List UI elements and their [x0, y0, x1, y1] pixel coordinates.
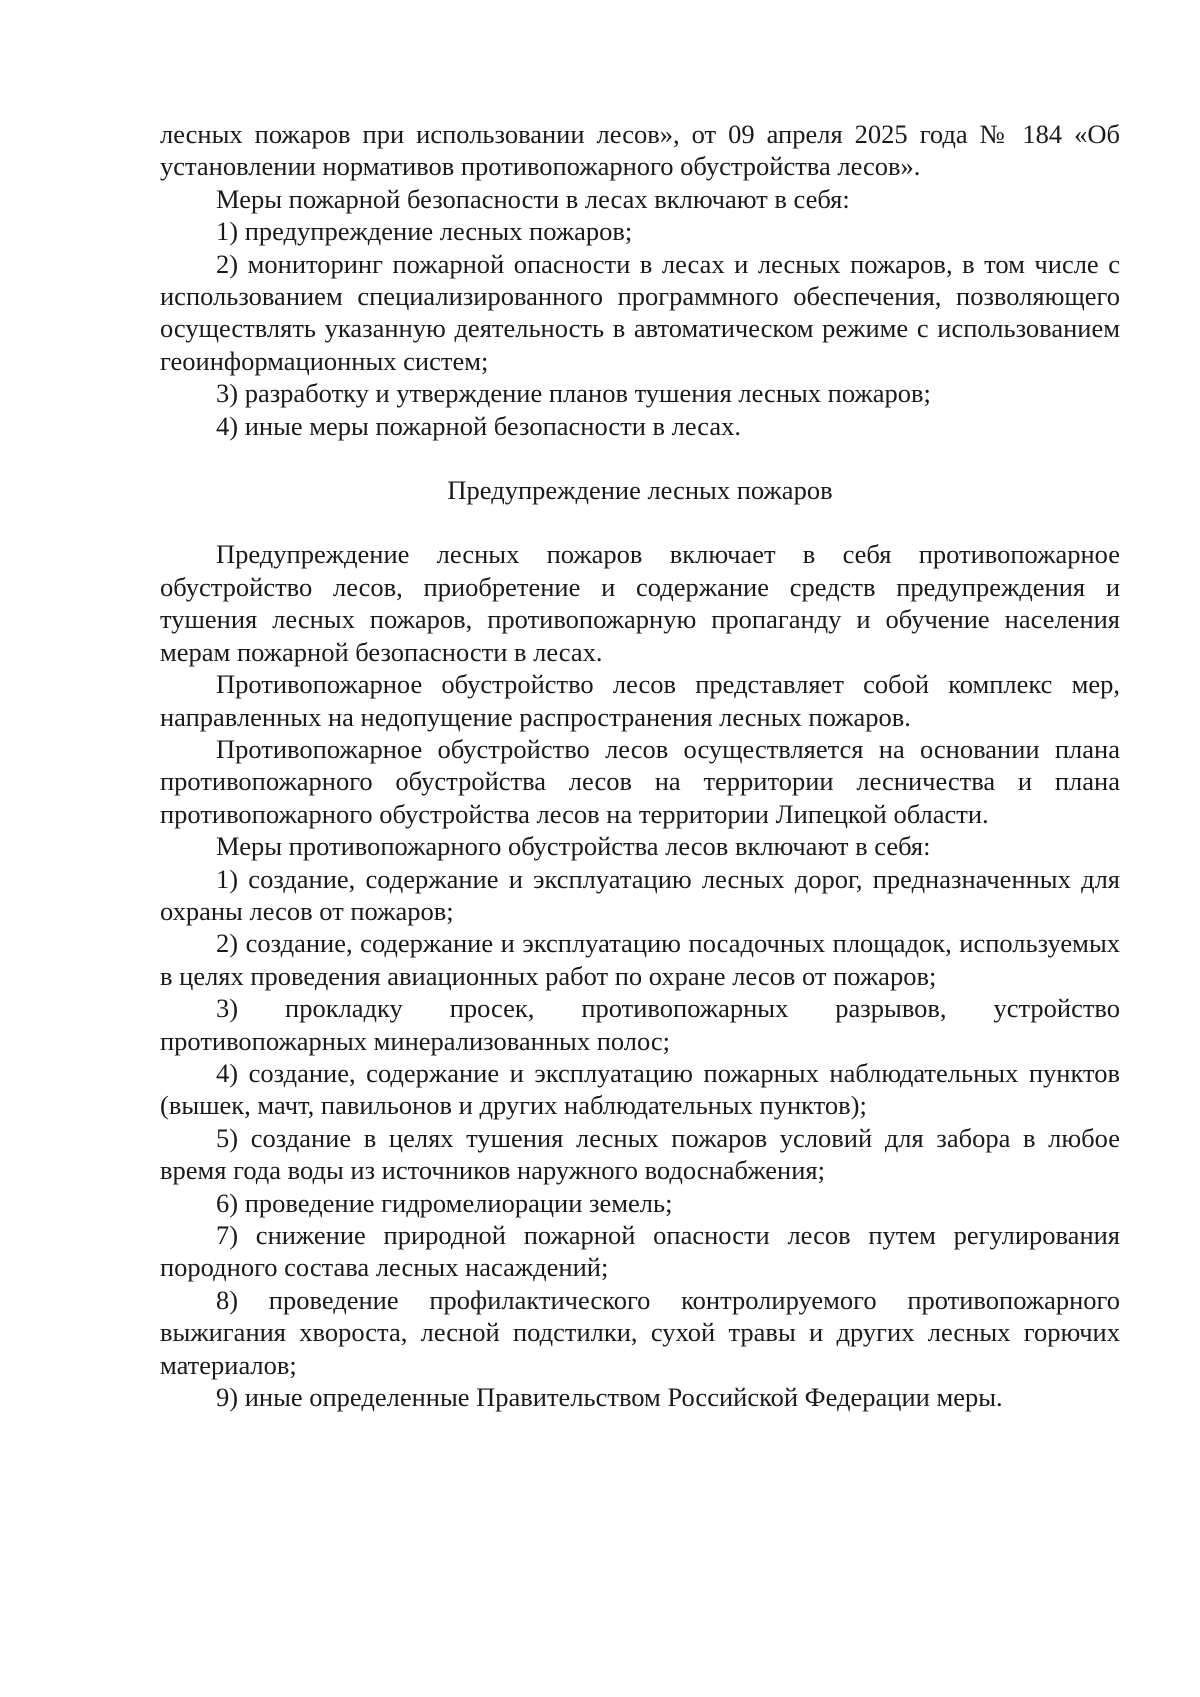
arrangement-item: 2) создание, содержание и эксплуатацию посадочных площадок, используемых в целях проведения авиационных работ по охране лесов от пожаров; — [160, 928, 1120, 991]
measure-item: 2) мониторинг пожарной опасности в лесах и лесных пожаров, в том числе с использованием специализированного программного обеспечения, позволяющего осуществлять указанную деятельность в автоматическом режиме с использованием геоинформационных систем; — [160, 248, 1120, 376]
section-paragraph: Противопожарное обустройство лесов представляет собой комплекс мер, направленных на недопущение распространения лесных пожаров. — [160, 669, 1120, 732]
measure-item: 4) иные меры пожарной безопасности в лесах. — [216, 410, 742, 441]
arrangement-item: 3) прокладку просек, противопожарных разрывов, устройство противопожарных минерализованных полос; — [160, 993, 1120, 1056]
measure-item: 1) предупреждение лесных пожаров; — [216, 216, 633, 247]
arrangement-intro: Меры противопожарного обустройства лесов включают в себя: — [216, 831, 931, 862]
section-paragraph: Противопожарное обустройство лесов осуществляется на основании плана противопожарного обустройства лесов на территории лесничества и плана противопожарного обустройства лесов на территории Липецкой области. — [160, 733, 1120, 829]
spacer — [160, 442, 1120, 474]
spacer — [160, 506, 1120, 538]
measures-intro: Меры пожарной безопасности в лесах включают в себя: — [216, 183, 850, 214]
arrangement-item: 1) создание, содержание и эксплуатацию лесных дорог, предназначенных для охраны лесов от пожаров; — [160, 863, 1120, 926]
arrangement-item: 8) проведение профилактического контролируемого противопожарного выжигания хвороста, лесной подстилки, сухой травы и других лесных горючих материалов; — [160, 1284, 1120, 1380]
arrangement-item: 6) проведение гидромелиорации земель; — [216, 1187, 673, 1218]
section-paragraph: Предупреждение лесных пожаров включает в себя противопожарное обустройство лесов, приобретение и содержание средств предупреждения и тушения лесных пожаров, противопожарную пропаганду и обучение населения мерам пожарной безопасности в лесах. — [160, 539, 1120, 667]
document-page — [160, 118, 1120, 1413]
arrangement-item: 9) иные определенные Правительством Российской Федерации меры. — [216, 1382, 1003, 1413]
arrangement-item: 7) снижение природной пожарной опасности лесов путем регулирования породного состава лесных насаждений; — [160, 1220, 1120, 1283]
section-heading: Предупреждение лесных пожаров — [447, 475, 833, 506]
intro-continuation: лесных пожаров при использовании лесов», от 09 апреля 2025 года № 184 «Об установлении нормативов противопожарного обустройства лесов». — [160, 119, 1120, 182]
arrangement-item: 5) создание в целях тушения лесных пожаров условий для забора в любое время года воды из источников наружного водоснабжения; — [160, 1122, 1120, 1186]
measure-item: 3) разработку и утверждение планов тушения лесных пожаров; — [216, 378, 931, 409]
arrangement-item: 4) создание, содержание и эксплуатацию пожарных наблюдательных пунктов (вышек, мачт, павильонов и других наблюдательных пунктов); — [160, 1057, 1120, 1121]
